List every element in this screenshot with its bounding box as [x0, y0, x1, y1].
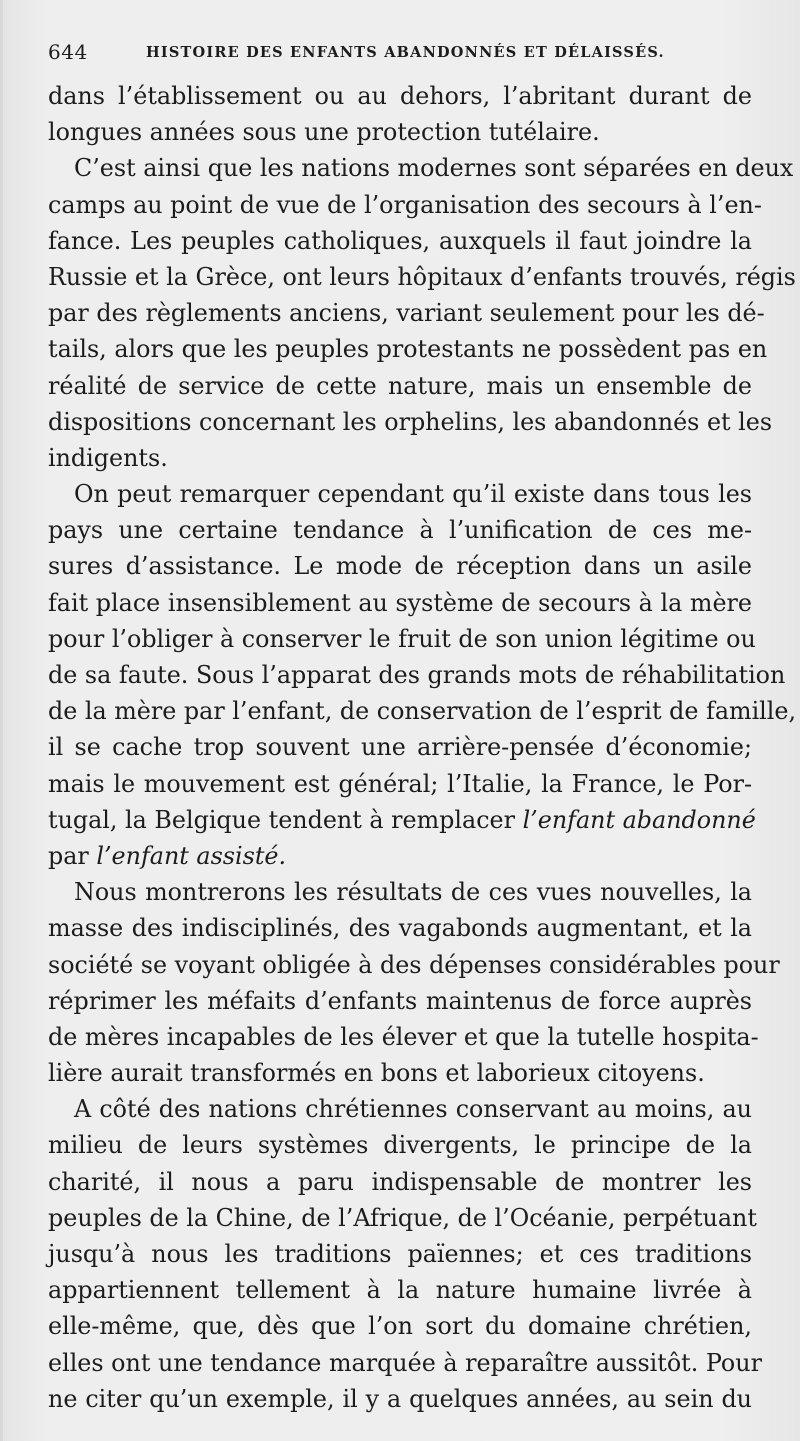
emphasis-enfant-abandonne: l’enfant abandonné	[522, 805, 756, 834]
text-line: pour l’obliger à conserver le fruit de son union légitime ou	[48, 624, 756, 653]
text-line: dans l’établissement ou au dehors, l’abritant durant de	[48, 82, 752, 110]
text-line: de sa faute. Sous l’apparat des grands mots de réhabilitation	[48, 661, 786, 689]
page-number: 644	[48, 40, 88, 64]
text-line: pays une certaine tendance à l’unification de ces me-	[48, 516, 752, 545]
text-line: mais le mouvement est général; l’Italie, la France, le Por-	[48, 769, 752, 798]
text-line-with-emphasis	[48, 838, 752, 874]
body-text	[48, 78, 797, 1417]
text-line: masse des indisciplinés, des vagabonds augmentant, et la	[48, 914, 752, 943]
text-line: A côté des nations chrétiennes conservant au moins, au	[74, 1095, 752, 1124]
text-line: ne citer qu’un exemple, il y a quelques années, au sein du	[48, 1384, 752, 1413]
running-head	[48, 36, 748, 76]
page-edge-shadow	[0, 0, 3, 1441]
text-line: milieu de leurs systèmes divergents, le principe de la	[48, 1131, 752, 1160]
text-line: indigents.	[48, 443, 168, 472]
emphasis-enfant-assiste: l’enfant assisté.	[96, 841, 287, 870]
running-title: HISTOIRE DES ENFANTS ABANDONNÉS ET DÉLAISSÉS.	[146, 44, 665, 61]
text-line: tails, alors que les peuples protestants ne possèdent pas en	[48, 335, 768, 364]
text-line: jusqu’à nous les traditions païennes; et ces traditions	[48, 1240, 752, 1268]
text-line: réalité de service de cette nature, mais un ensemble de	[48, 371, 752, 400]
text-line: de mères incapables de les élever et que la tutelle hospita-	[48, 1022, 759, 1051]
text-line: fait place insensiblement au système de secours à la mère	[48, 588, 752, 617]
text-line: peuples de la Chine, de l’Afrique, de l’Océanie, perpétuant	[48, 1203, 757, 1232]
text-line: sures d’assistance. Le mode de réception dans un asile	[48, 552, 752, 581]
text-segment: par	[48, 841, 89, 870]
text-line: camps au point de vue de l’organisation des secours à l’en-	[48, 190, 762, 219]
text-line: charité, il nous a paru indispensable de montrer les	[48, 1167, 752, 1196]
text-line: Russie et la Grèce, ont leurs hôpitaux d’enfants trouvés, régis	[48, 262, 796, 291]
text-line: On peut remarquer cependant qu’il existe dans tous les	[74, 480, 752, 509]
text-line: dispositions concernant les orphelins, les abandonnés et les	[48, 407, 773, 436]
text-line: longues années sous une protection tutélaire.	[48, 118, 600, 147]
text-line: de la mère par l’enfant, de conservation de l’esprit de famille,	[48, 697, 797, 726]
text-line: société se voyant obligée à des dépenses considérables pour	[48, 950, 780, 979]
text-line: elles ont une tendance marquée à reparaître aussitôt. Pour	[48, 1348, 762, 1377]
text-line: C’est ainsi que les nations modernes sont séparées en deux	[74, 154, 794, 183]
text-line: réprimer les méfaits d’enfants maintenus de force auprès	[48, 986, 752, 1015]
text-line: par des règlements anciens, variant seulement pour les dé-	[48, 299, 765, 328]
text-segment: tugal, la Belgique tendent à remplacer	[48, 805, 515, 834]
text-line: Nous montrerons les résultats de ces vues nouvelles, la	[74, 878, 752, 907]
text-line-with-emphasis	[48, 802, 756, 838]
text-line: fance. Les peuples catholiques, auxquels il faut joindre la	[48, 226, 752, 255]
text-line: lière aurait transformés en bons et laborieux citoyens.	[48, 1059, 705, 1088]
text-line: appartiennent tellement à la nature humaine livrée à	[48, 1276, 752, 1305]
text-line: elle-même, que, dès que l’on sort du domaine chrétien,	[48, 1312, 752, 1341]
text-line: il se cache trop souvent une arrière-pensée d’économie;	[48, 733, 752, 762]
